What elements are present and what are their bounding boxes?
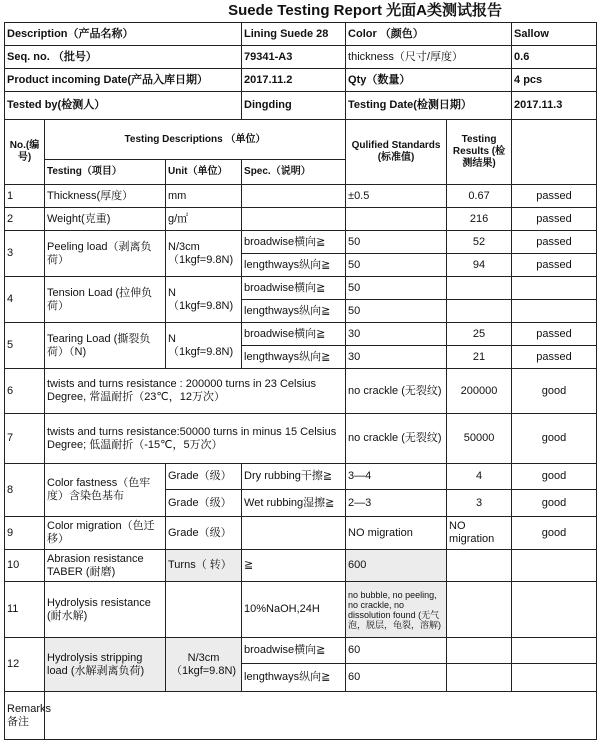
row-verdict: good — [512, 464, 597, 490]
row-unit: g/㎡ — [166, 208, 242, 231]
qty-label: Qty（数量） — [346, 69, 512, 92]
row-unit: N/3cm （1kgf=9.8N) — [166, 231, 242, 277]
col-unit: Unit（单位） — [166, 160, 242, 185]
row-result: NO migration — [447, 517, 512, 550]
row-unit: mm — [166, 185, 242, 208]
row-result — [447, 664, 512, 692]
row-verdict — [512, 550, 597, 582]
row-spec: lengthways纵向≧ — [242, 346, 346, 369]
row-no: 7 — [5, 414, 45, 464]
report-title-bar — [0, 0, 600, 22]
row-standard: no crackle (无裂纹) — [346, 414, 447, 464]
row-result: 4 — [447, 464, 512, 490]
table-row — [5, 231, 597, 254]
row-verdict: good — [512, 369, 597, 414]
header-row-seq — [5, 46, 597, 69]
column-header-row — [5, 120, 597, 160]
testing-date-value: 2017.11.3 — [512, 92, 597, 120]
row-item: twists and turns resistance:50000 turns in minus 15 Celsius Degree; 低温耐折（-15℃，5万次） — [45, 414, 346, 464]
table-row — [5, 517, 597, 550]
col-verdict — [512, 120, 597, 185]
row-result — [447, 277, 512, 300]
seq-label: Seq. no. （批号） — [5, 46, 242, 69]
description-label: Description（产品名称） — [5, 23, 242, 46]
row-spec: broadwise横向≧ — [242, 323, 346, 346]
row-no: 9 — [5, 517, 45, 550]
row-standard: ±0.5 — [346, 185, 447, 208]
row-result: 52 — [447, 231, 512, 254]
row-item: Weight(克重) — [45, 208, 166, 231]
row-no: 4 — [5, 277, 45, 323]
row-no: 8 — [5, 464, 45, 517]
row-no: 10 — [5, 550, 45, 582]
row-result — [447, 300, 512, 323]
row-unit: N （1kgf=9.8N) — [166, 277, 242, 323]
row-verdict — [512, 300, 597, 323]
row-standard: 50 — [346, 254, 447, 277]
row-item: Hydrolysis resistance (耐水解) — [45, 582, 166, 638]
row-result: 0.67 — [447, 185, 512, 208]
table-row — [5, 323, 597, 346]
tested-by-label: Tested by(检测人） — [5, 92, 242, 120]
table-row — [5, 208, 597, 231]
row-no: 2 — [5, 208, 45, 231]
col-testing-descriptions: Testing Descriptions （单位） — [45, 120, 346, 160]
row-verdict: passed — [512, 208, 597, 231]
row-result: 200000 — [447, 369, 512, 414]
table-row — [5, 550, 597, 582]
row-item: twists and turns resistance : 200000 turns in 23 Celsius Degree, 常温耐折（23℃，12万次） — [45, 369, 346, 414]
row-verdict: passed — [512, 254, 597, 277]
row-no: 11 — [5, 582, 45, 638]
row-verdict — [512, 582, 597, 638]
row-verdict: passed — [512, 323, 597, 346]
table-row — [5, 369, 597, 414]
row-unit: N/3cm （1kgf=9.8N) — [166, 638, 242, 692]
row-spec: 10%NaOH,24H — [242, 582, 346, 638]
row-unit — [166, 582, 242, 638]
row-standard: 60 — [346, 638, 447, 664]
table-row — [5, 464, 597, 490]
row-spec: lengthways纵向≧ — [242, 254, 346, 277]
table-row — [5, 185, 597, 208]
row-standard: 60 — [346, 664, 447, 692]
col-testing-results: Testing Results (检测结果) — [447, 120, 512, 185]
row-verdict: passed — [512, 185, 597, 208]
col-no: No.(编号) — [5, 120, 45, 185]
row-standard: 600 — [346, 550, 447, 582]
row-item: Peeling load（剥离负荷） — [45, 231, 166, 277]
row-spec: broadwise横向≧ — [242, 638, 346, 664]
incoming-value: 2017.11.2 — [242, 69, 346, 92]
row-spec — [242, 185, 346, 208]
testing-date-label: Testing Date(检测日期） — [346, 92, 512, 120]
color-value: Sallow — [512, 23, 597, 46]
row-item: Thickness(厚度） — [45, 185, 166, 208]
row-verdict — [512, 638, 597, 664]
row-result: 3 — [447, 490, 512, 517]
row-verdict: passed — [512, 346, 597, 369]
row-spec: broadwise横向≧ — [242, 231, 346, 254]
row-item: Color fastness（色牢度）含染色基布 — [45, 464, 166, 517]
row-verdict: good — [512, 414, 597, 464]
row-spec: Wet rubbing湿擦≧ — [242, 490, 346, 517]
row-unit: Grade（级） — [166, 517, 242, 550]
row-standard: no crackle (无裂纹) — [346, 369, 447, 414]
row-standard: NO migration — [346, 517, 447, 550]
row-no: 1 — [5, 185, 45, 208]
row-spec: lengthways纵向≧ — [242, 664, 346, 692]
row-unit: N （1kgf=9.8N) — [166, 323, 242, 369]
row-result: 216 — [447, 208, 512, 231]
incoming-label: Product incoming Date(产品入库日期） — [5, 69, 242, 92]
remarks-content — [45, 692, 597, 740]
row-item: Tension Load (拉伸负荷） — [45, 277, 166, 323]
header-row-description — [5, 23, 597, 46]
row-no: 3 — [5, 231, 45, 277]
row-standard: 50 — [346, 231, 447, 254]
table-row — [5, 414, 597, 464]
row-standard — [346, 208, 447, 231]
seq-value: 79341-A3 — [242, 46, 346, 69]
header-row-incoming — [5, 69, 597, 92]
row-unit: Turns（ 转） — [166, 550, 242, 582]
row-standard: 30 — [346, 346, 447, 369]
thickness-label: thickness（尺寸/厚度） — [346, 46, 512, 69]
row-verdict: good — [512, 490, 597, 517]
row-result — [447, 582, 512, 638]
row-standard: 30 — [346, 323, 447, 346]
color-label: Color （颜色） — [346, 23, 512, 46]
table-row — [5, 582, 597, 638]
row-verdict: good — [512, 517, 597, 550]
thickness-value: 0.6 — [512, 46, 597, 69]
row-result — [447, 638, 512, 664]
col-spec: Spec.（说明） — [242, 160, 346, 185]
remarks-row — [5, 692, 597, 740]
table-row — [5, 638, 597, 664]
description-value: Lining Suede 28 — [242, 23, 346, 46]
row-spec — [242, 208, 346, 231]
row-result: 25 — [447, 323, 512, 346]
row-verdict — [512, 277, 597, 300]
col-qualified-standards: Qulified Standards (标准值) — [346, 120, 447, 185]
row-result: 94 — [447, 254, 512, 277]
report-title: Suede Testing Report 光面A类测试报告 — [228, 2, 502, 19]
row-verdict — [512, 664, 597, 692]
row-standard: 2—3 — [346, 490, 447, 517]
tested-by-value: Dingding — [242, 92, 346, 120]
row-item: Tearing Load (撕裂负荷）（N) — [45, 323, 166, 369]
row-standard: no bubble, no peeling, no crackle, no dissolution found (无气泡，脱层，龟裂，溶解) — [346, 582, 447, 638]
row-standard: 50 — [346, 277, 447, 300]
row-no: 6 — [5, 369, 45, 414]
row-result: 21 — [447, 346, 512, 369]
qty-value: 4 pcs — [512, 69, 597, 92]
row-result — [447, 550, 512, 582]
row-standard: 50 — [346, 300, 447, 323]
row-spec: ≧ — [242, 550, 346, 582]
row-spec: Dry rubbing干擦≧ — [242, 464, 346, 490]
row-unit: Grade（级） — [166, 490, 242, 517]
row-no: 5 — [5, 323, 45, 369]
row-spec: lengthways纵向≧ — [242, 300, 346, 323]
row-spec — [242, 517, 346, 550]
row-no: 12 — [5, 638, 45, 692]
table-row — [5, 277, 597, 300]
row-spec: broadwise横向≧ — [242, 277, 346, 300]
remarks-label: Remarks 备注 — [5, 692, 45, 740]
row-verdict: passed — [512, 231, 597, 254]
row-item: Abrasion resistance TABER (耐磨) — [45, 550, 166, 582]
row-item: Color migration（色迁移） — [45, 517, 166, 550]
report-table — [4, 22, 597, 740]
row-unit: Grade（级） — [166, 464, 242, 490]
row-result: 50000 — [447, 414, 512, 464]
header-row-tested-by — [5, 92, 597, 120]
row-standard: 3—4 — [346, 464, 447, 490]
col-testing: Testing（项目） — [45, 160, 166, 185]
row-item: Hydrolysis stripping load (水解剥离负荷) — [45, 638, 166, 692]
